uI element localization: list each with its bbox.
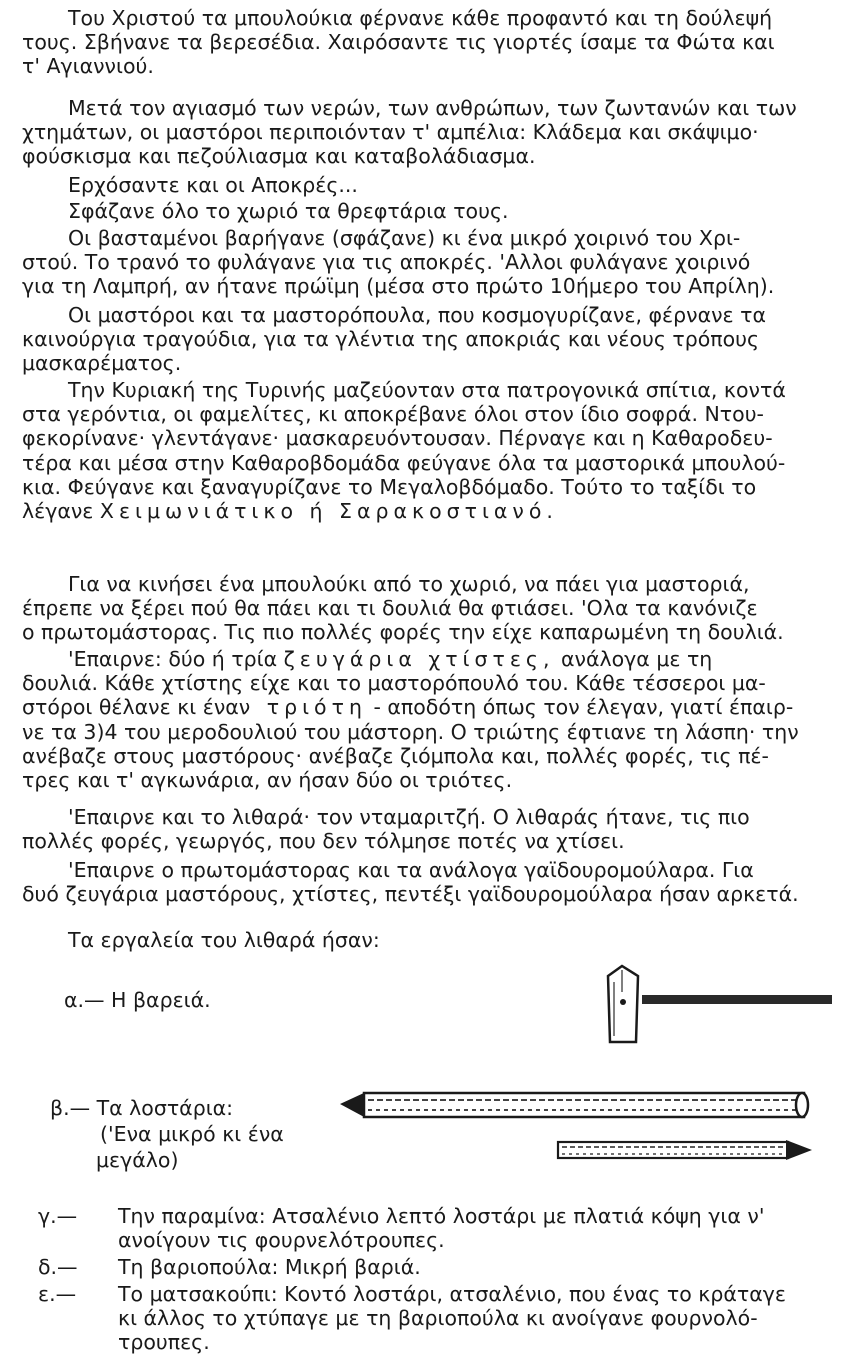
text-line xyxy=(22,695,834,719)
text-fragment: 'Επαιρνε: δύο ή τρία xyxy=(68,647,278,671)
text-line: δουλιά. Κάθε χτίστης είχε και το μαστορόπουλό του. Κάθε τέσσεροι μα- xyxy=(22,671,766,696)
text-line: κι άλλος το χτύπαγε με τη βαριοπούλα κι ανοίγανε φουρνολό- xyxy=(118,1306,758,1331)
paragraph-slaughter xyxy=(22,199,834,223)
text-line: Του Χριστού τα μπουλούκια φέρνανε κάθε προφαντό και τη δούλεψή xyxy=(68,6,773,30)
text-line: τέρα και μέσα στην Καθαροβδομάδα φεύγανε όλα τα μαστορικά μπουλού- xyxy=(22,450,786,475)
text-line: 'Επαιρνε και το λιθαρά· τον νταμαριτζή. Ο λιθαράς ήτανε, τις πιο xyxy=(68,805,750,829)
text-line: Τα εργαλεία του λιθαρά ήσαν: xyxy=(68,928,380,952)
paragraph-tools-intro xyxy=(22,928,834,952)
tool-delta-text xyxy=(118,1255,848,1279)
text-line: έπρεπε να ξέρει πού θα πάει και τι δουλιά θα φτιάσει. 'Ολα τα κανόνιζε xyxy=(22,596,758,621)
text-line xyxy=(22,647,834,671)
text-line: τρες και τ' αγκωνάρια, αν ήσαν δύο οι τριότες. xyxy=(22,768,513,793)
tool-epsilon-text xyxy=(118,1282,848,1355)
paragraph-cheese-sunday xyxy=(22,378,834,523)
text-line: Σφάζανε όλο το χωριό τα θρεφτάρια τους. xyxy=(68,199,509,223)
text-line: Τη βαριοπούλα: Μικρή βαριά. xyxy=(118,1255,421,1279)
paragraph-songs xyxy=(22,303,834,376)
text-line: Την Κυριακή της Τυρινής μαζεύονταν στα πατρογονικά σπίτια, κοντά xyxy=(68,378,786,402)
text-line: τ' Αγιαννιού. xyxy=(22,54,154,79)
emphasized-term: ζευγάρια χτίστες, xyxy=(283,647,555,671)
tool-delta xyxy=(38,1255,848,1281)
text-line: πολλές φορές, γεωργός, που δεν τόλμησε ποτές να χτίσει. xyxy=(22,829,625,854)
text-line: κια. Φεύγανε και ξαναγυρίζανε το Μεγαλοβδόμαδο. Τούτο το ταξίδι το xyxy=(22,474,757,499)
paragraph-blessing-waters xyxy=(22,96,834,169)
paragraph-carnival-came xyxy=(22,173,834,197)
text-line: Οι βασταμένοι βαρήγανε (σφάζανε) κι ένα μικρό χοιρινό του Χρι- xyxy=(68,226,741,250)
tool-beta-label: β.— Τα λοστάρια: xyxy=(50,1096,234,1120)
text-line: 'Επαιρνε ο πρωτομάστορας και τα ανάλογα γαϊδουρομούλαρα. Για xyxy=(68,858,754,882)
tool-gamma xyxy=(38,1204,848,1254)
text-line: μασκαρέματος. xyxy=(22,351,182,376)
text-line: νε τα 3)4 του μεροδουλιού του μάστορη. Ο τριώτης έφτιανε τη λάσπη· την xyxy=(22,719,799,744)
list-marker: ε.— xyxy=(38,1282,77,1306)
text-line: φούσκισμα και πεζούλιασμα και καταβολάδιασμα. xyxy=(22,144,536,169)
hammer-rivet xyxy=(620,999,626,1005)
tool-beta-note: μεγάλο) xyxy=(96,1148,179,1172)
paragraph-christmas-crews xyxy=(22,6,834,79)
text-line: ανοίγουν τις φουρνελότρουπες. xyxy=(118,1228,445,1253)
small-crowbar xyxy=(558,1140,812,1160)
emphasized-term: τριότη xyxy=(266,695,367,720)
text-fragment: στόροι θέλανε κι έναν xyxy=(22,695,251,720)
text-line: χτημάτων, οι μαστόροι περιποιόνταν τ' αμπέλια: Κλάδεμα και σκάψιμο· xyxy=(22,120,759,145)
sledgehammer-illustration xyxy=(600,962,832,1052)
tool-alpha-label: α.— Η βαρειά. xyxy=(64,988,211,1012)
text-line: ο πρωτομάστορας. Τις πιο πολλές φορές την είχε καπαρωμένη τη δουλιά. xyxy=(22,620,784,645)
tool-gamma-text xyxy=(118,1204,848,1252)
crowbars-illustration xyxy=(336,1082,826,1174)
text-line: δυό ζευγάρια μαστόρους, χτίστες, πεντέξι γαϊδουρομούλαρα ήσαν αρκετά. xyxy=(22,882,799,907)
paragraph-stonecutter xyxy=(22,805,834,853)
text-line: στού. Το τρανό το φυλάγανε για τις αποκρές. 'Αλλοι φυλάγανε χοιρινό xyxy=(22,250,751,275)
text-line: Το ματσακούπι: Κοντό λοστάρι, ατσαλένιο, που ένας το κράταγε xyxy=(118,1282,786,1306)
text-line: στα γερόντια, οι φαμελίτες, κι αποκρέβανε όλοι στον ίδιο σοφρά. Ντου- xyxy=(22,402,764,427)
text-line: φεκορίνανε· γλεντάγανε· μασκαρευόντουσαν. Πέρναγε και η Καθαροδευ- xyxy=(22,426,773,451)
text-fragment: λέγανε xyxy=(22,499,94,524)
tool-beta-note: ('Ενα μικρό κι ένα xyxy=(100,1122,284,1146)
text-line: ανέβαζε στους μαστόρους· ανέβαζε ζιόμπολα και, πολλές φορές, τις πέ- xyxy=(22,743,769,768)
text-line: καινούργια τραγούδια, για τα γλέντια της αποκριάς και νέους τρόπους xyxy=(22,327,760,352)
text-line: Την παραμίνα: Ατσαλένιο λεπτό λοστάρι με πλατιά κόψη για ν' xyxy=(118,1204,765,1228)
paragraph-crew-departure xyxy=(22,572,834,645)
paragraph-pairs-of-builders xyxy=(22,647,834,792)
hammer-handle xyxy=(642,995,832,1004)
list-marker: γ.— xyxy=(38,1204,78,1228)
tool-epsilon xyxy=(38,1282,848,1362)
text-line: Μετά τον αγιασμό των νερών, των ανθρώπων, των ζωντανών και των xyxy=(68,96,797,120)
text-fragment: ανάλογα με τη xyxy=(561,647,713,671)
paragraph-pork xyxy=(22,226,834,299)
text-line: Οι μαστόροι και τα μαστορόπουλα, που κοσμογυρίζανε, φέρνανε τα xyxy=(68,303,766,327)
emphasized-term: Χειμωνιάτικο ή Σαρακοστιανό. xyxy=(99,499,558,524)
text-fragment: - αποδότη όπως τον έλεγαν, γιατί έπαιρ- xyxy=(373,695,794,720)
text-line: τους. Σβήνανε τα βερεσέδια. Χαιρόσαντε τις γιορτές ίσαμε τα Φώτα και xyxy=(22,30,775,55)
text-line: Για να κινήσει ένα μπουλούκι από το χωριό, να πάει για μαστοριά, xyxy=(68,572,750,596)
text-line: τρουπες. xyxy=(118,1330,210,1355)
large-crowbar xyxy=(340,1092,808,1118)
paragraph-mules xyxy=(22,858,834,906)
text-line: Ερχόσαντε και οι Αποκρές... xyxy=(68,173,358,197)
text-line: για τη Λαμπρή, αν ήτανε πρώϊμη (μέσα στο πρώτο 10ήμερο του Απρίλη). xyxy=(22,274,775,299)
text-line xyxy=(22,499,834,523)
list-marker: δ.— xyxy=(38,1255,78,1279)
